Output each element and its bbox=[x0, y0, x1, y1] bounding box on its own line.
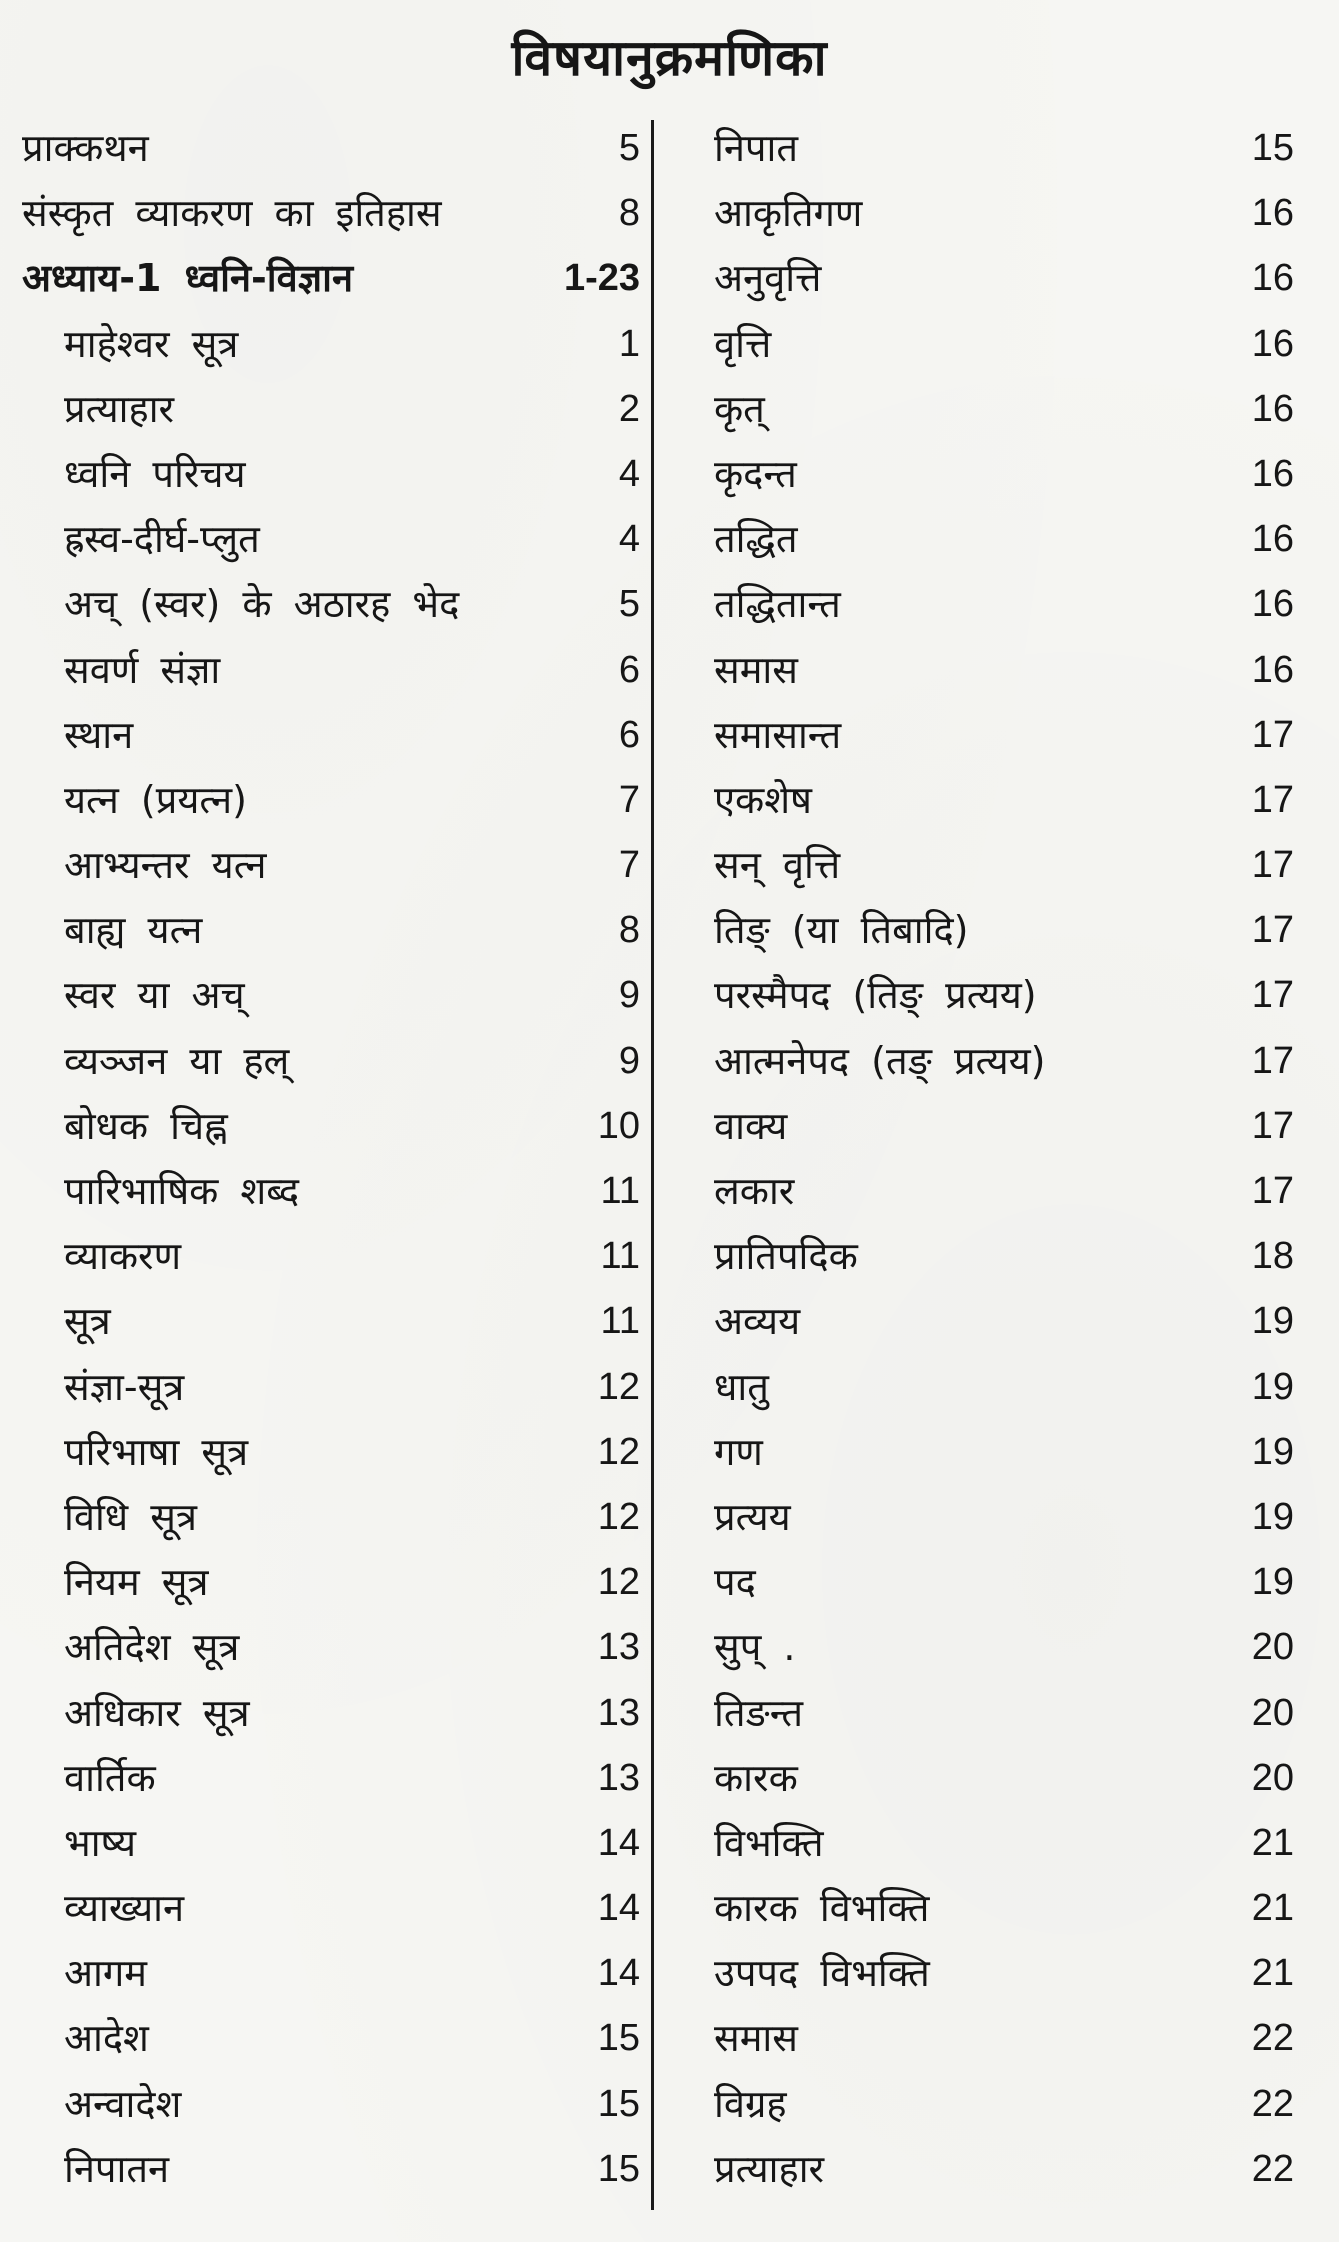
toc-entry-label: सुप् . bbox=[714, 1625, 796, 1670]
toc-entry-page-number: 15 bbox=[597, 2147, 640, 2190]
toc-entry-label: तद्धित bbox=[714, 517, 798, 562]
toc-entry-page-number: 17 bbox=[1251, 844, 1294, 887]
toc-entry bbox=[714, 1746, 1294, 1811]
toc-entry-page-number: 13 bbox=[597, 1626, 640, 1669]
toc-entry bbox=[714, 1420, 1294, 1485]
toc-entry-label: अन्वादेश bbox=[64, 2081, 182, 2126]
toc-entry-label: तद्धितान्त bbox=[714, 582, 841, 627]
toc-entry-label: अच् (स्वर) के अठारह भेद bbox=[64, 582, 460, 627]
toc-entry-page-number: 12 bbox=[597, 1430, 640, 1473]
toc-entry-page-number: 10 bbox=[597, 1104, 640, 1147]
toc-entry-page-number: 14 bbox=[597, 1952, 640, 1995]
toc-entry-label: कृत् bbox=[714, 386, 765, 431]
toc-entry-label: कृदन्त bbox=[714, 451, 797, 496]
toc-entry bbox=[714, 2006, 1294, 2071]
toc-entry-page-number: 6 bbox=[618, 713, 640, 756]
toc-entry-page-number: 7 bbox=[618, 778, 640, 821]
toc-entry-label: तिङन्त bbox=[714, 1690, 804, 1735]
toc-entry-page-number: 19 bbox=[1251, 1561, 1294, 1604]
toc-entry-page-number: 17 bbox=[1251, 909, 1294, 952]
toc-entry bbox=[22, 377, 640, 442]
toc-entry-page-number: 17 bbox=[1251, 778, 1294, 821]
toc-entry bbox=[714, 1029, 1294, 1094]
toc-entry-page-number: 21 bbox=[1251, 1952, 1294, 1995]
toc-entry-label: आगम bbox=[64, 1951, 147, 1996]
toc-entry bbox=[22, 1550, 640, 1615]
toc-left-column bbox=[22, 116, 640, 2202]
toc-entry bbox=[22, 1224, 640, 1289]
toc-entry bbox=[22, 507, 640, 572]
toc-entry-page-number: 1-23 bbox=[563, 257, 640, 300]
toc-entry-label: आकृतिगण bbox=[714, 191, 863, 236]
toc-entry-label: प्रत्याहार bbox=[64, 386, 175, 431]
toc-entry-label: सवर्ण संज्ञा bbox=[64, 647, 221, 692]
toc-entry-label: परस्मैपद (तिङ् प्रत्यय) bbox=[714, 973, 1037, 1018]
toc-entry-label: निपात bbox=[714, 126, 799, 170]
toc-entry-label: अव्यय bbox=[714, 1299, 801, 1344]
toc-entry-page-number: 22 bbox=[1251, 2082, 1294, 2125]
toc-entry-label: बाह्य यत्न bbox=[64, 908, 203, 953]
toc-entry-label: तिङ् (या तिबादि) bbox=[714, 908, 969, 953]
toc-entry bbox=[22, 2137, 640, 2202]
toc-entry-label: धातु bbox=[714, 1364, 769, 1409]
toc-entry-page-number: 13 bbox=[597, 1756, 640, 1799]
toc-entry-label: अध्याय-1 ध्वनि-विज्ञान bbox=[22, 256, 354, 301]
toc-entry bbox=[22, 898, 640, 963]
toc-entry bbox=[714, 2137, 1294, 2202]
toc-entry-label: माहेश्वर सूत्र bbox=[64, 321, 239, 366]
toc-entry bbox=[714, 638, 1294, 703]
toc-entry bbox=[22, 116, 640, 181]
toc-entry bbox=[22, 2006, 640, 2071]
toc-entry-page-number: 17 bbox=[1251, 1170, 1294, 1212]
toc-entry bbox=[22, 638, 640, 703]
toc-entry-label: व्याकरण bbox=[64, 1234, 182, 1279]
toc-entry-label: कारक bbox=[714, 1755, 798, 1800]
toc-entry bbox=[22, 703, 640, 768]
toc-entry-page-number: 16 bbox=[1251, 257, 1294, 300]
toc-entry bbox=[714, 116, 1294, 181]
toc-entry-page-number: 4 bbox=[618, 452, 640, 495]
toc-entry bbox=[714, 442, 1294, 507]
toc-entry-label: अनुवृत्ति bbox=[714, 256, 822, 301]
toc-entry-label: बोधक चिह्न bbox=[64, 1103, 228, 1148]
toc-entry bbox=[22, 572, 640, 637]
toc-entry bbox=[22, 1355, 640, 1420]
toc-entry-label: भाष्य bbox=[64, 1820, 137, 1865]
toc-entry bbox=[714, 1355, 1294, 1420]
toc-entry-page-number: 8 bbox=[618, 909, 640, 952]
toc-entry-page-number: 15 bbox=[597, 2017, 640, 2060]
toc-entry-page-number: 12 bbox=[597, 1365, 640, 1408]
toc-entry bbox=[22, 2072, 640, 2137]
toc-entry-label: आदेश bbox=[64, 2016, 149, 2061]
toc-entry bbox=[714, 963, 1294, 1028]
toc-entry bbox=[714, 1550, 1294, 1615]
toc-entry-label: ध्वनि परिचय bbox=[64, 451, 246, 496]
toc-entry bbox=[22, 442, 640, 507]
toc-entry-label: पारिभाषिक शब्द bbox=[64, 1169, 300, 1213]
toc-entry-page-number: 14 bbox=[597, 1821, 640, 1864]
toc-entry bbox=[714, 377, 1294, 442]
toc-entry-label: यत्न (प्रयत्न) bbox=[64, 777, 247, 822]
toc-entry-label: अतिदेश सूत्र bbox=[64, 1625, 240, 1670]
toc-entry-label: आभ्यन्तर यत्न bbox=[64, 843, 267, 888]
toc-entry-label: पद bbox=[714, 1560, 756, 1605]
toc-entry-page-number: 6 bbox=[618, 648, 640, 691]
toc-entry bbox=[22, 1094, 640, 1159]
toc-entry-label: स्वर या अच् bbox=[64, 973, 245, 1018]
toc-entry bbox=[714, 1876, 1294, 1941]
toc-entry bbox=[22, 1941, 640, 2006]
toc-entry-label: समासान्त bbox=[714, 712, 842, 757]
toc-entry-page-number: 17 bbox=[1251, 1039, 1294, 1082]
toc-entry-page-number: 5 bbox=[618, 583, 640, 626]
toc-entry bbox=[714, 1615, 1294, 1680]
toc-entry-label: प्राक्कथन bbox=[22, 126, 149, 170]
toc-entry-page-number: 20 bbox=[1251, 1691, 1294, 1734]
toc-entry bbox=[22, 1289, 640, 1354]
toc-entry-page-number: 11 bbox=[600, 1300, 640, 1343]
toc-entry bbox=[714, 2072, 1294, 2137]
toc-entry-page-number: 15 bbox=[597, 2082, 640, 2125]
toc-entry bbox=[22, 1159, 640, 1224]
toc-entry bbox=[22, 768, 640, 833]
toc-entry-page-number: 9 bbox=[618, 974, 640, 1017]
toc-entry-label: समास bbox=[714, 2016, 798, 2061]
toc-entry-label: प्रातिपदिक bbox=[714, 1234, 858, 1279]
toc-entry-label: वाक्य bbox=[714, 1103, 788, 1148]
toc-entry-page-number: 16 bbox=[1251, 583, 1294, 626]
toc-entry-label: अधिकार सूत्र bbox=[64, 1690, 250, 1735]
toc-entry-label: उपपद विभक्ति bbox=[714, 1951, 930, 1996]
toc-entry-page-number: 7 bbox=[618, 844, 640, 887]
toc-entry bbox=[22, 1420, 640, 1485]
toc-entry-label: स्थान bbox=[64, 712, 134, 757]
toc-entry-page-number: 19 bbox=[1251, 1365, 1294, 1408]
toc-entry-label: प्रत्यय bbox=[714, 1494, 791, 1539]
toc-right-column bbox=[714, 116, 1294, 2202]
toc-entry-page-number: 19 bbox=[1251, 1300, 1294, 1343]
toc-entry-label: व्याख्यान bbox=[64, 1886, 185, 1931]
toc-entry-label: सन् वृत्ति bbox=[714, 843, 841, 888]
toc-entry-label: आत्मनेपद (तङ् प्रत्यय) bbox=[714, 1038, 1046, 1083]
toc-entry-page-number: 9 bbox=[618, 1039, 640, 1082]
toc-entry-page-number: 12 bbox=[597, 1495, 640, 1538]
toc-entry-page-number: 17 bbox=[1251, 1104, 1294, 1147]
toc-entry bbox=[714, 1094, 1294, 1159]
toc-entry-label: संज्ञा-सूत्र bbox=[64, 1364, 185, 1409]
toc-entry-page-number: 16 bbox=[1251, 387, 1294, 430]
toc-entry-page-number: 4 bbox=[618, 518, 640, 561]
toc-entry bbox=[22, 1485, 640, 1550]
toc-entry-label: विभक्ति bbox=[714, 1820, 824, 1865]
toc-entry bbox=[714, 1811, 1294, 1876]
toc-entry-page-number: 16 bbox=[1251, 192, 1294, 235]
toc-entry bbox=[22, 1615, 640, 1680]
toc-entry bbox=[714, 1159, 1294, 1224]
toc-entry-page-number: 15 bbox=[1251, 127, 1294, 169]
toc-entry-label: नियम सूत्र bbox=[64, 1560, 209, 1605]
toc-entry-label: वृत्ति bbox=[714, 321, 772, 366]
toc-entry-label: कारक विभक्ति bbox=[714, 1886, 930, 1931]
toc-entry bbox=[714, 181, 1294, 246]
toc-entry-label: समास bbox=[714, 647, 798, 692]
toc-entry-label: ह्रस्व-दीर्घ-प्लुत bbox=[64, 517, 260, 562]
toc-entry-page-number: 21 bbox=[1251, 1821, 1294, 1864]
toc-entry-label: सूत्र bbox=[64, 1299, 111, 1344]
toc-entry-page-number: 12 bbox=[597, 1561, 640, 1604]
toc-entry-page-number: 1 bbox=[618, 322, 640, 365]
toc-entry bbox=[714, 246, 1294, 311]
toc-entry-page-number: 20 bbox=[1251, 1626, 1294, 1669]
toc-entry-label: संस्कृत व्याकरण का इतिहास bbox=[22, 191, 442, 236]
toc-entry bbox=[22, 1876, 640, 1941]
toc-entry-label: निपातन bbox=[64, 2146, 170, 2191]
toc-entry bbox=[714, 572, 1294, 637]
toc-entry bbox=[714, 1224, 1294, 1289]
toc-entry-page-number: 21 bbox=[1251, 1887, 1294, 1930]
toc-entry-page-number: 17 bbox=[1251, 713, 1294, 756]
toc-entry-label: व्यञ्जन या हल् bbox=[64, 1038, 290, 1083]
toc-entry-page-number: 22 bbox=[1251, 2147, 1294, 2190]
toc-entry bbox=[22, 181, 640, 246]
toc-entry-page-number: 18 bbox=[1251, 1235, 1294, 1278]
toc-entry-page-number: 13 bbox=[597, 1691, 640, 1734]
toc-entry-page-number: 11 bbox=[600, 1170, 640, 1212]
toc-entry-label: विग्रह bbox=[714, 2081, 787, 2126]
toc-entry bbox=[22, 1811, 640, 1876]
toc-entry-page-number: 2 bbox=[618, 387, 640, 430]
toc-entry-page-number: 8 bbox=[618, 192, 640, 235]
toc-entry bbox=[22, 246, 640, 311]
toc-entry bbox=[714, 1485, 1294, 1550]
toc-entry bbox=[714, 1941, 1294, 2006]
toc-entry-label: प्रत्याहार bbox=[714, 2146, 825, 2191]
toc-entry bbox=[22, 1029, 640, 1094]
toc-entry-page-number: 16 bbox=[1251, 452, 1294, 495]
toc-entry bbox=[714, 898, 1294, 963]
column-divider bbox=[651, 120, 654, 2210]
toc-entry-page-number: 14 bbox=[597, 1887, 640, 1930]
toc-entry-page-number: 20 bbox=[1251, 1756, 1294, 1799]
toc-entry-page-number: 11 bbox=[600, 1235, 640, 1278]
toc-entry bbox=[714, 507, 1294, 572]
toc-entry bbox=[22, 312, 640, 377]
toc-entry-page-number: 22 bbox=[1251, 2017, 1294, 2060]
toc-entry-label: वार्तिक bbox=[64, 1755, 156, 1800]
toc-entry-page-number: 5 bbox=[618, 127, 640, 169]
toc-entry-label: विधि सूत्र bbox=[64, 1494, 197, 1539]
toc-entry-label: परिभाषा सूत्र bbox=[64, 1429, 249, 1474]
toc-entry-page-number: 19 bbox=[1251, 1430, 1294, 1473]
toc-entry bbox=[714, 1289, 1294, 1354]
toc-entry-page-number: 16 bbox=[1251, 518, 1294, 561]
page-title: विषयानुक्रमणिका bbox=[511, 29, 828, 87]
toc-entry-label: लकार bbox=[714, 1169, 795, 1213]
toc-entry bbox=[22, 833, 640, 898]
toc-entry-page-number: 16 bbox=[1251, 322, 1294, 365]
toc-entry bbox=[714, 768, 1294, 833]
toc-entry-page-number: 16 bbox=[1251, 648, 1294, 691]
toc-entry-label: एकशेष bbox=[714, 777, 813, 822]
toc-entry bbox=[22, 1681, 640, 1746]
toc-entry bbox=[714, 312, 1294, 377]
toc-entry-page-number: 19 bbox=[1251, 1495, 1294, 1538]
toc-entry-page-number: 17 bbox=[1251, 974, 1294, 1017]
toc-entry bbox=[22, 963, 640, 1028]
toc-entry bbox=[714, 703, 1294, 768]
toc-entry bbox=[22, 1746, 640, 1811]
toc-entry bbox=[714, 1681, 1294, 1746]
toc-entry bbox=[714, 833, 1294, 898]
toc-entry-label: गण bbox=[714, 1429, 763, 1474]
